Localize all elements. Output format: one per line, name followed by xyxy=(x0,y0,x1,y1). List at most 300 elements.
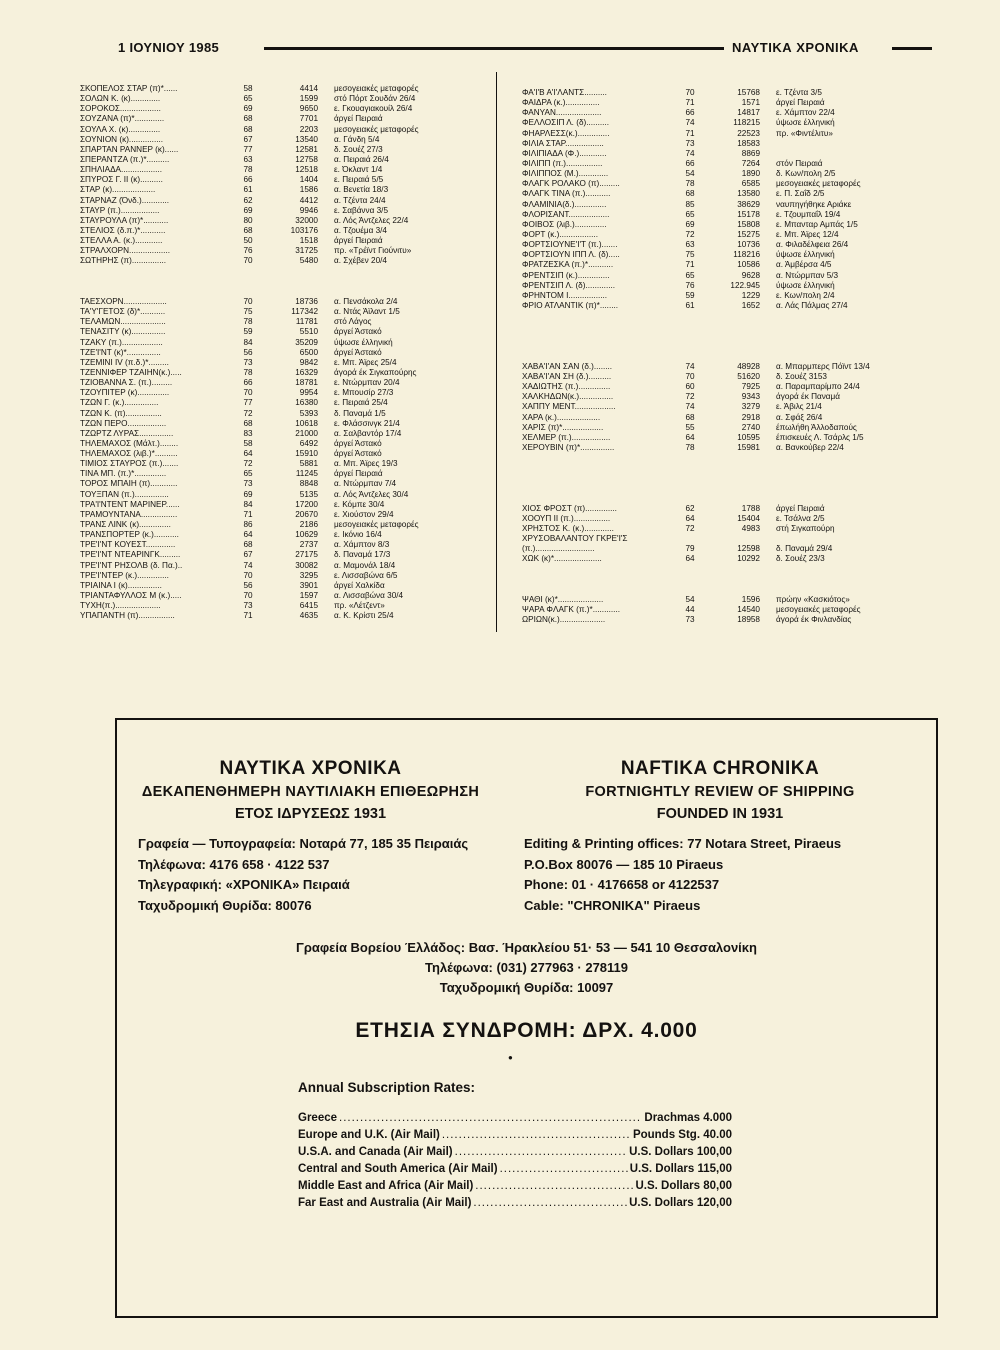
ship-status: ε. Τζουμπαΐλ 19/4 xyxy=(776,209,841,219)
ship-status: α. Ντώρμπαν 7/4 xyxy=(334,479,397,489)
ship-row xyxy=(522,98,922,108)
ship-tonnage: 10292 xyxy=(737,554,760,564)
english-po-box: P.O.Box 80076 — 185 10 Piraeus xyxy=(524,856,724,872)
ship-year: 59 xyxy=(243,327,253,337)
ship-name: ΤΙΝΑ ΜΠ. (π.)*.............. xyxy=(80,469,167,479)
ship-name: ΧΑΛΚΗΔΩΝ(κ.)............... xyxy=(522,392,614,402)
ship-name: ΧΙΟΣ ΦΡΟΣΤ (π).............. xyxy=(522,503,617,513)
group-spacer xyxy=(522,473,922,483)
ship-year: 80 xyxy=(243,215,253,225)
ship-tonnage: 3279 xyxy=(741,402,760,412)
rates-heading: Annual Subscription Rates: xyxy=(298,1080,476,1095)
ship-tonnage: 13540 xyxy=(295,134,318,144)
ship-year: 63 xyxy=(685,240,695,250)
group-spacer xyxy=(522,575,922,585)
ship-year: 73 xyxy=(243,479,253,489)
ship-status: μεσογειακές μεταφορές xyxy=(334,124,419,134)
ship-year: 64 xyxy=(685,432,695,442)
rate-price: U.S. Dollars 80,00 xyxy=(635,1180,732,1192)
north-office-po-box: Ταχυδρομική Θυρίδα: 10097 xyxy=(439,980,614,995)
ship-tonnage: 1518 xyxy=(299,236,318,246)
ship-tonnage: 1571 xyxy=(741,98,760,108)
ship-year: 68 xyxy=(243,418,253,428)
ship-name: ΧΑΡΙΣ (π)*.................. xyxy=(522,422,604,432)
ship-year: 71 xyxy=(685,128,695,138)
publication-title: ΝΑΥΤΙΚΑ ΧΡΟΝΙΚΑ xyxy=(732,40,859,55)
ship-tonnage: 6500 xyxy=(299,347,318,357)
ship-name: ΤΖΑΚΥ (π.).................. xyxy=(80,337,163,347)
ship-tonnage: 7264 xyxy=(741,158,760,168)
ship-status: α. Λισσαβώνα 30/4 xyxy=(334,591,404,601)
header-rule xyxy=(264,47,724,50)
ship-status: πρ. «Τρέϊντ Γιούνιτυ» xyxy=(334,246,412,256)
ship-year: 65 xyxy=(243,469,253,479)
ship-name: ΤΡΑΝΣ ΛΙΝΚ (κ).............. xyxy=(80,520,171,530)
ship-status: δ. Σουέζ 23/3 xyxy=(776,554,825,564)
ship-name: ΣΟΥΖΑΝΑ (π)*............. xyxy=(80,114,165,124)
ship-year: 72 xyxy=(243,408,253,418)
ship-name: ΦΟΡΤΣΙΟΥΝ ΙΠΠ Λ. (δ)..... xyxy=(522,250,620,260)
ship-year: 70 xyxy=(685,371,695,381)
ship-name: ΣΠΕΡΑΝΤΖΑ (π.)*.......... xyxy=(80,154,170,164)
ship-name: ΦΡΑΤΖΕΣΚΑ (π.)*........... xyxy=(522,260,614,270)
ship-status: άργεί Πειραιά xyxy=(334,469,383,479)
ship-name: ΣΤΕΛΙΟΣ (δ.π.)*........... xyxy=(80,225,166,235)
ship-status: πρ. «Λέτζεντ» xyxy=(334,601,385,611)
ship-name: ΦΟΡΤΣΙΟΥΝΕ'Ι'Τ (π.)....... xyxy=(522,240,618,250)
ship-name: ΥΠΑΠΑΝΤΗ (π)................ xyxy=(80,611,175,621)
ship-name: ΣΩΤΗΡΗΣ (π)............... xyxy=(80,256,167,266)
ship-status: ε. Γκουαγιακουίλ 26/4 xyxy=(334,104,413,114)
ship-status: έπωλήθη Άλλοδαπούς xyxy=(776,422,857,432)
ship-status: α. Ντάς Άϊλαντ 1/5 xyxy=(334,307,400,317)
ship-tonnage: 15808 xyxy=(737,219,760,229)
group-spacer xyxy=(522,331,922,341)
ship-row xyxy=(522,554,922,564)
ship-row xyxy=(80,490,480,500)
ship-year: 66 xyxy=(243,378,253,388)
ship-name: ΦΙΛΙΑ ΣΤΑΡ................. xyxy=(522,138,604,148)
ship-tonnage: 1890 xyxy=(741,169,760,179)
greek-founded: ΕΤΟΣ ΙΔΡΥΣΕΩΣ 1931 xyxy=(234,806,387,822)
ship-tonnage: 1404 xyxy=(299,175,318,185)
ship-row xyxy=(522,200,922,210)
ship-row xyxy=(80,216,480,226)
ship-tonnage: 18583 xyxy=(737,138,760,148)
rate-price: Drachmas 4.000 xyxy=(644,1112,732,1124)
ship-name: ΣΤΕΛΛΑ Α. (κ.)............ xyxy=(80,236,163,246)
ship-row xyxy=(80,368,480,378)
ship-row xyxy=(522,220,922,230)
ship-tonnage: 2737 xyxy=(299,540,318,550)
ship-year: 68 xyxy=(685,412,695,422)
ship-row xyxy=(80,317,480,327)
ship-tonnage: 48928 xyxy=(737,361,760,371)
ship-status: άργεί Πειραιά xyxy=(334,114,383,124)
ship-tonnage: 22523 xyxy=(737,128,760,138)
ship-tonnage: 18781 xyxy=(295,378,318,388)
ship-status: α. Άμβέρσα 4/5 xyxy=(776,260,832,270)
ship-status: α. Βενετία 18/3 xyxy=(334,185,389,195)
ship-row xyxy=(80,409,480,419)
bullet-mark: ● xyxy=(508,1053,513,1062)
ship-row xyxy=(80,611,480,621)
rate-price: Pounds Stg. 40.00 xyxy=(632,1129,732,1141)
ship-status: ε. Μπουσίρ 27/3 xyxy=(334,388,394,398)
ship-row xyxy=(522,514,922,524)
ship-row xyxy=(80,256,480,266)
ship-name: ΧΟΟΥΠ ΙΙ (π.)................ xyxy=(522,513,611,523)
ship-row xyxy=(522,129,922,139)
ship-year: 68 xyxy=(243,225,253,235)
ship-row xyxy=(80,135,480,145)
ship-tonnage: 35209 xyxy=(295,337,318,347)
ship-tonnage: 6492 xyxy=(299,438,318,448)
ship-status: α. Χάμπτον 8/3 xyxy=(334,540,390,550)
ship-tonnage: 10629 xyxy=(295,530,318,540)
ship-tonnage: 27175 xyxy=(295,550,318,560)
ship-name: ΣΤΡΑΛΧΟΡΝ.................. xyxy=(80,246,170,256)
group-spacer xyxy=(522,463,922,473)
ship-status: α. Μπ. Άϊρες 19/3 xyxy=(334,459,398,469)
group-spacer xyxy=(522,453,922,463)
north-office-phones: Τηλέφωνα: (031) 277963 · 278119 xyxy=(424,960,628,975)
ship-row xyxy=(80,206,480,216)
ship-name: ΣΟΥΝΙΟΝ (κ)............... xyxy=(80,134,164,144)
ship-year: 56 xyxy=(243,347,253,357)
ship-status: ναυπηγήθηκε Αριάκε xyxy=(776,199,852,209)
ship-row xyxy=(522,423,922,433)
ship-name: ΦΟΙΒΟΣ (λιβ.).............. xyxy=(522,219,607,229)
ship-year: 74 xyxy=(685,402,695,412)
ship-name: ΧΕΡΟΥΒΙΝ (π)*............... xyxy=(522,442,615,452)
group-spacer xyxy=(522,321,922,331)
ship-row xyxy=(80,338,480,348)
ship-row xyxy=(80,601,480,611)
ship-name: ΤΖΕΜΙΝΙ IV (π.δ.)*......... xyxy=(80,357,169,367)
ship-tonnage: 10595 xyxy=(737,432,760,442)
rate-row xyxy=(298,1161,732,1178)
ship-status: άγορά έκ Παναμά xyxy=(776,392,840,402)
ship-row xyxy=(80,581,480,591)
ship-year: 62 xyxy=(243,195,253,205)
ship-year: 73 xyxy=(243,357,253,367)
ship-name: ΣΤΑΥΡΟΥΛΑ (π)*........... xyxy=(80,215,169,225)
ship-year: 58 xyxy=(243,438,253,448)
ship-row xyxy=(522,605,922,615)
ship-row xyxy=(80,429,480,439)
group-spacer xyxy=(80,277,480,287)
ship-name: ΤΡΑΝΣΠΟΡΤΕΡ (κ.)........... xyxy=(80,530,179,540)
ship-status xyxy=(770,534,922,544)
ship-status: πρ. «Φιντέλιτυ» xyxy=(776,128,833,138)
ship-row xyxy=(522,169,922,179)
header-rule-right xyxy=(892,47,932,50)
ship-tonnage: 30082 xyxy=(295,560,318,570)
ship-year: 78 xyxy=(243,317,253,327)
ship-tonnage: 10618 xyxy=(295,418,318,428)
ship-tonnage: 7701 xyxy=(299,114,318,124)
ship-tonnage: 2740 xyxy=(741,422,760,432)
greek-title: ΝΑΥΤΙΚΑ ΧΡΟΝΙΚΑ xyxy=(219,758,402,779)
ship-row xyxy=(80,236,480,246)
ship-row xyxy=(80,540,480,550)
ship-name: ΧΑΒΑ'Ι'ΑΝ ΣΑΝ (δ.)........ xyxy=(522,361,613,371)
ship-tonnage: 51620 xyxy=(737,371,760,381)
ship-tonnage: 15178 xyxy=(737,209,760,219)
ship-name: ΤΡΑΜΟΥΝΤΑΝΑ................ xyxy=(80,509,178,519)
ship-name: ΦΑ'Ι'Β Α'Ι'ΛΑΝΤΣ.......... xyxy=(522,88,607,97)
ship-year: 83 xyxy=(243,428,253,438)
ship-year: 66 xyxy=(685,108,695,118)
ship-row xyxy=(522,413,922,423)
ship-status: ε. Χάμπτον 22/4 xyxy=(776,108,835,118)
column-divider xyxy=(496,72,497,632)
ship-row xyxy=(522,402,922,412)
ship-row xyxy=(80,398,480,408)
ship-year: 58 xyxy=(243,84,253,93)
ship-name: ΤΗΛΕΜΑΧΟΣ (Μάλτ.)........ xyxy=(80,438,179,448)
ship-name: ΦΙΛΙΠΠ (π.)................ xyxy=(522,158,603,168)
ship-tonnage: 7925 xyxy=(741,382,760,392)
ship-name: ΤΕΛΑΜΩΝ.................... xyxy=(80,317,166,327)
ship-status: ύψωσε έλληνική xyxy=(776,118,835,128)
ship-status: α. Φιλαδέλφεια 26/4 xyxy=(776,240,849,250)
rate-region: U.S.A. and Canada (Air Mail) xyxy=(298,1146,453,1158)
ship-tonnage: 31725 xyxy=(295,246,318,256)
ship-row xyxy=(522,534,922,544)
ship-status: ε. Ικόνιο 16/4 xyxy=(334,530,382,540)
ship-tonnage: 117342 xyxy=(291,307,318,317)
ship-year: 74 xyxy=(685,148,695,158)
ship-name: ΤΥΧΗ(π.).................... xyxy=(80,601,161,611)
ship-status: α. Πειραιά 26/4 xyxy=(334,154,389,164)
ship-row xyxy=(522,88,922,98)
ship-row xyxy=(522,362,922,372)
north-office-address: Γραφεία Βορείου Έλλάδος: Βασ. Ήρακλείου 51· 53 — 541 10 Θεσσαλονίκη xyxy=(296,940,757,955)
ship-row xyxy=(522,189,922,199)
ship-tonnage: 3901 xyxy=(299,580,318,590)
rate-row xyxy=(298,1178,732,1195)
ship-status: μεσογειακές μεταφορές xyxy=(776,179,861,189)
ship-status: ε. Τσάλνα 2/5 xyxy=(776,513,825,523)
ship-row xyxy=(522,382,922,392)
ship-year: 73 xyxy=(685,615,695,625)
ship-row xyxy=(80,226,480,236)
ship-name: ΧΡΥΣΟΒΑΛΑΝΤΟΥ ΓΚΡΕ'Ι'Σ xyxy=(522,534,628,544)
ship-row xyxy=(80,185,480,195)
ship-status: άγορά έκ Φινλανδίας xyxy=(776,615,852,625)
ship-tonnage: 14817 xyxy=(737,108,760,118)
ship-name: ΤΙΜΙΟΣ ΣΤΑΥΡΟΣ (π.)....... xyxy=(80,459,179,469)
ship-row xyxy=(522,372,922,382)
ship-year: 44 xyxy=(685,605,695,615)
ship-name: ΤΡΙΑΝΤΑΦΥΛΛΟΣ Μ (κ.)..... xyxy=(80,591,182,601)
ship-tonnage: 15768 xyxy=(737,88,760,97)
ship-row xyxy=(80,175,480,185)
ship-tonnage: 18958 xyxy=(737,615,760,625)
ship-status: ε. Μπ. Άϊρες 25/4 xyxy=(334,357,397,367)
ship-tonnage: 1788 xyxy=(741,503,760,513)
ship-row xyxy=(522,291,922,301)
ship-status: στό Πόρτ Σουδάν 26/4 xyxy=(334,94,416,104)
ship-year: 84 xyxy=(243,337,253,347)
ship-year: 74 xyxy=(243,560,253,570)
ship-name: ΦΙΛΙΠΙΑΔΑ (Φ.)............ xyxy=(522,148,607,158)
ship-status: άργεί Άστακό xyxy=(334,438,382,448)
ship-status: α. Τζέντα 24/4 xyxy=(334,195,386,205)
ship-status: ε. Πειραιά 5/5 xyxy=(334,175,384,185)
ship-status: ε. Πειραιά 25/4 xyxy=(334,398,388,408)
greek-offices: Γραφεία — Τυπογραφεία: Νοταρά 77, 185 35 Πειραιάς xyxy=(138,836,469,851)
ship-row xyxy=(80,165,480,175)
ship-status: ε. Κων/πολη 2/4 xyxy=(776,290,835,300)
ship-tonnage: 2918 xyxy=(741,412,760,422)
ship-tonnage: 11781 xyxy=(295,317,318,327)
ship-year: 77 xyxy=(243,398,253,408)
ship-status: άργεί Χαλκίδα xyxy=(334,580,385,590)
ship-year: 65 xyxy=(243,94,253,104)
ship-name: ΤΑ'Υ'ΓΕΤΟΣ (δ)*........... xyxy=(80,307,166,317)
ship-tonnage: 1652 xyxy=(741,300,760,310)
ship-row xyxy=(522,281,922,291)
group-spacer xyxy=(522,494,922,504)
ship-status: ύψωσε έλληνική xyxy=(776,250,835,260)
rate-region: Europe and U.K. (Air Mail) xyxy=(298,1129,440,1141)
ship-year: 50 xyxy=(243,236,253,246)
ship-tonnage: 15981 xyxy=(737,442,760,452)
ship-year: 75 xyxy=(243,307,253,317)
ship-row xyxy=(522,615,922,625)
rate-price: U.S. Dollars 100,00 xyxy=(629,1146,732,1158)
ship-name: ΤΟΡΟΣ ΜΠΑΙΗ (π)............ xyxy=(80,479,178,489)
ship-name: ΣΠΗΛΙΑΔΑ.................. xyxy=(80,165,162,175)
ship-row xyxy=(522,210,922,220)
ship-tonnage: 4983 xyxy=(741,524,760,534)
ship-tonnage: 9343 xyxy=(741,392,760,402)
ship-status: πρώην «Κασκιότος» xyxy=(776,595,850,605)
annual-subscription-greek: ΕΤΗΣΙΑ ΣΥΝΔΡΟΜΗ: ΔΡΧ. 4.000 xyxy=(355,1019,698,1042)
ship-tonnage: 1596 xyxy=(741,595,760,605)
ship-year: 76 xyxy=(243,246,253,256)
greek-masthead xyxy=(108,758,513,828)
ship-name: ΤΡΕ'Ι'ΝΤ ΝΤΕΑΡΙΝΓΚ......... xyxy=(80,550,181,560)
ship-row xyxy=(80,297,480,307)
ship-row xyxy=(80,145,480,155)
ship-name: ΣΟΛΩΝ Κ. (κ)............. xyxy=(80,94,161,104)
ship-tonnage: 10586 xyxy=(737,260,760,270)
group-spacer xyxy=(522,565,922,575)
rate-region: Greece xyxy=(298,1112,338,1124)
ship-name: ΤΡΙΑΙΝΑ Ι (κ)............... xyxy=(80,580,162,590)
ship-row xyxy=(80,84,480,94)
ship-status: δ. Σουέζ 3153 xyxy=(776,371,827,381)
ship-year: 72 xyxy=(685,392,695,402)
ship-list-right xyxy=(522,88,922,625)
ship-status: α. Λός Άντζελες 22/4 xyxy=(334,215,409,225)
ship-tonnage: 12581 xyxy=(295,144,318,154)
ship-status: δ. Κων/πολη 2/5 xyxy=(776,169,836,179)
rate-row xyxy=(298,1127,732,1144)
ship-year: 64 xyxy=(685,513,695,523)
ship-name: ΤΖΩΡΤΖ ΛΥΡΑΣ............... xyxy=(80,428,174,438)
ship-status: άργεί Άστακό xyxy=(334,347,382,357)
ship-row xyxy=(80,246,480,256)
ship-row xyxy=(522,433,922,443)
ship-status: α. Κ. Κρίστι 25/4 xyxy=(334,611,394,621)
ship-status: ε. Άβιλς 21/4 xyxy=(776,402,822,412)
ship-name: ΣΚΟΠΕΛΟΣ ΣΤΑΡ (π)*...... xyxy=(80,84,178,93)
ship-name: ΤΟΥΞΠΑΝ (π.)............... xyxy=(80,489,169,499)
ship-status: ε. Χιούστον 29/4 xyxy=(334,509,394,519)
ship-row xyxy=(522,595,922,605)
rate-region: Far East and Australia (Air Mail) xyxy=(298,1197,472,1209)
ship-row xyxy=(522,524,922,534)
rate-row xyxy=(298,1144,732,1161)
ship-name: ΤΖΩΝ Κ. (π)................ xyxy=(80,408,162,418)
group-spacer xyxy=(80,267,480,277)
ship-name: ΧΑΡΑ (κ.)................... xyxy=(522,412,601,422)
ship-tonnage: 5480 xyxy=(299,256,318,266)
ship-tonnage: 9628 xyxy=(741,270,760,280)
ship-row xyxy=(522,260,922,270)
ship-year: 79 xyxy=(685,544,695,554)
group-spacer xyxy=(522,483,922,493)
ship-year: 61 xyxy=(243,185,253,195)
ship-status: δ. Παναμά 1/5 xyxy=(334,408,386,418)
ship-year: 71 xyxy=(685,260,695,270)
ship-tonnage: 2186 xyxy=(299,520,318,530)
ship-name: ΤΖΕ'Ι'ΝΤ (κ)*............... xyxy=(80,347,161,357)
ship-year: 69 xyxy=(243,104,253,114)
ship-year: 78 xyxy=(243,367,253,377)
ship-status: α. Μαμονάλ 18/4 xyxy=(334,560,396,570)
ship-status: ε. Όκλαντ 1/4 xyxy=(334,165,383,175)
ship-tonnage: 122.945 xyxy=(730,280,760,290)
ship-tonnage: 16329 xyxy=(295,367,318,377)
ship-status: άργεί Άστακό xyxy=(334,327,382,337)
ship-row xyxy=(522,179,922,189)
ship-tonnage: 12518 xyxy=(295,165,318,175)
ship-year: 59 xyxy=(685,290,695,300)
ship-tonnage: 4412 xyxy=(299,195,318,205)
ship-status: α. Λάς Πάλμας 27/4 xyxy=(776,300,848,310)
rate-row xyxy=(298,1110,732,1127)
ship-name: ΦΡΕΝΤΣΙΠ Λ. (δ)............. xyxy=(522,280,616,290)
ship-row xyxy=(80,388,480,398)
ship-row xyxy=(522,149,922,159)
ship-year: 56 xyxy=(243,580,253,590)
ship-tonnage: 4414 xyxy=(299,84,318,93)
ship-name: ΧΑΒΑ'Ι'ΑΝ ΣΗ (δ.).......... xyxy=(522,371,612,381)
greek-po-box: Ταχυδρομική Θυρίδα: 80076 xyxy=(138,897,312,913)
ship-tonnage: 103176 xyxy=(290,225,318,235)
english-offices: Editing & Printing offices: 77 Notara Street, Piraeus xyxy=(524,836,842,851)
ship-year: 54 xyxy=(685,169,695,179)
ship-year: 72 xyxy=(243,459,253,469)
ship-row xyxy=(522,301,922,311)
ship-row xyxy=(80,419,480,429)
ship-row xyxy=(522,504,922,514)
ship-status: ε. Μπανταρ Αμπάς 1/5 xyxy=(776,219,858,229)
ship-name: ΤΡΕ'Ι'ΝΤ ΚΟΥΕΣΤ............. xyxy=(80,540,176,550)
ship-name: ΤΑΕΣΧΟΡΝ................... xyxy=(80,296,167,306)
ship-year: 66 xyxy=(685,158,695,168)
ship-tonnage: 1229 xyxy=(741,290,760,300)
ship-tonnage: 118215 xyxy=(733,118,760,128)
ship-status: άργεί Πειραιά xyxy=(334,236,383,246)
ship-status: στόν Πειραιά xyxy=(776,158,823,168)
